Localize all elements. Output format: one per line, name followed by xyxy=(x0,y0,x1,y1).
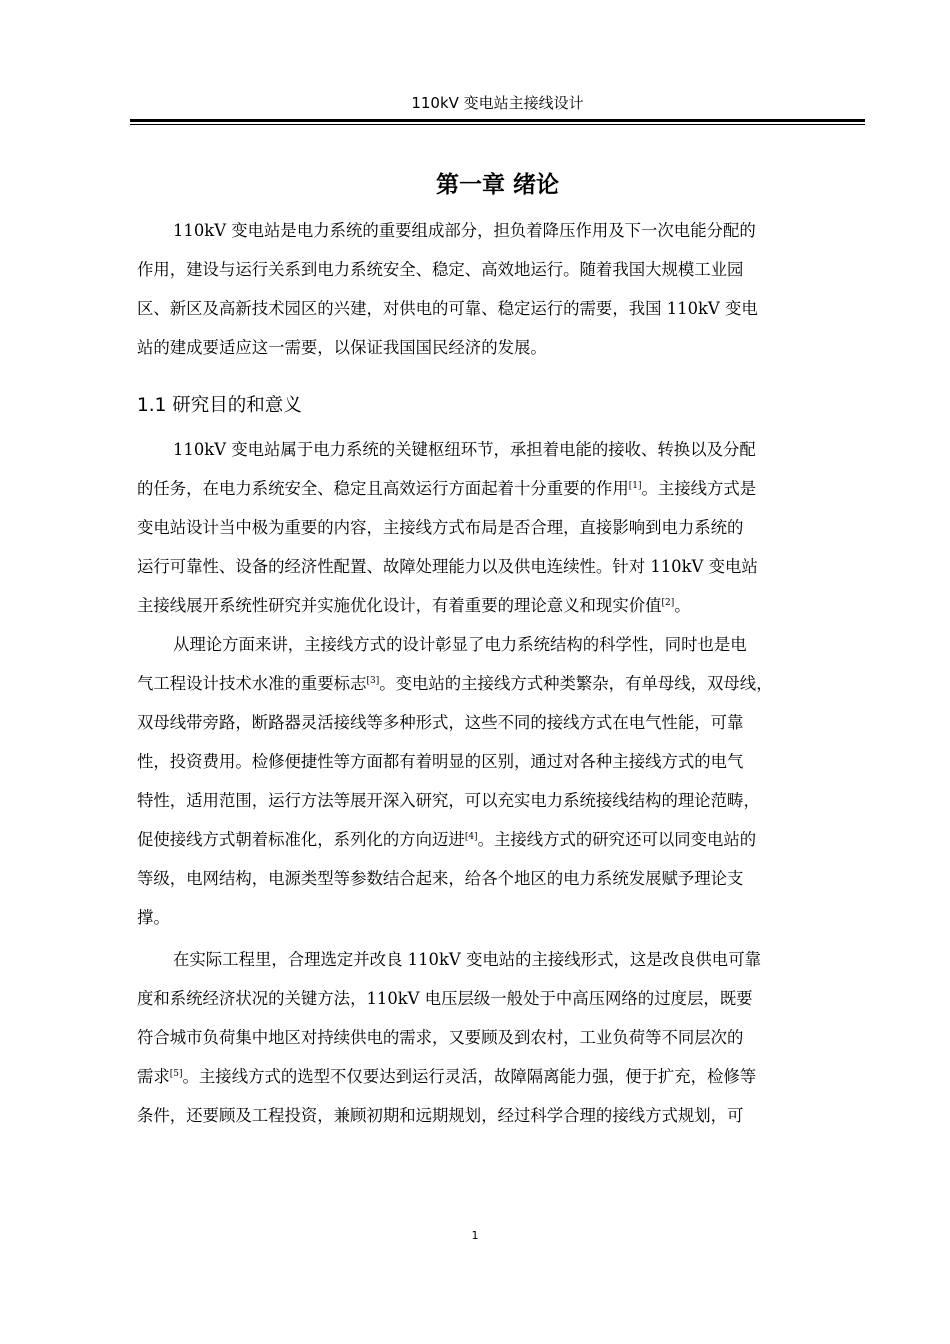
header-title: 110kV 变电站主接线设计 xyxy=(411,94,584,112)
text-segment: 。主接线方式的选型不仅要达到运行灵活，故障隔离能力强，便于扩充，检修等 xyxy=(182,1067,757,1086)
text-line: 运行可靠性、设备的经济性配置、故障处理能力以及供电连续性。针对 110kV 变电站 xyxy=(137,557,758,576)
text-line: 特性，适用范围，运行方法等展开深入研究，可以充实电力系统接线结构的理论范畴， xyxy=(137,791,760,810)
text-line: 性，投资费用。检修便捷性等方面都有着明显的区别，通过对各种主接线方式的电气 xyxy=(137,752,744,771)
text-segment: 主接线展开系统性研究并实施优化设计，有着重要的理论意义和现实价值 xyxy=(137,596,662,615)
citation-ref: [3] xyxy=(366,676,380,686)
header-rule-thin xyxy=(130,124,865,125)
text-line: 双母线带旁路，断路器灵活接线等多种形式，这些不同的接线方式在电气性能，可靠 xyxy=(137,713,744,732)
text-line: 变电站设计当中极为重要的内容，主接线方式布局是否合理，直接影响到电力系统的 xyxy=(137,518,744,537)
text-segment: 的任务，在电力系统安全、稳定且高效运行方面起着十分重要的作用 xyxy=(137,479,629,498)
text-segment: 促使接线方式朝着标准化，系列化的方向迈进 xyxy=(137,830,465,849)
chapter-title: 第一章 绪论 xyxy=(435,172,559,198)
text-line: 作用，建设与运行关系到电力系统安全、稳定、高效地运行。随着我国大规模工业园 xyxy=(137,260,744,279)
text-segment: 气工程设计技术水准的重要标志 xyxy=(137,674,367,693)
text-segment: 。 xyxy=(674,596,691,615)
text-line xyxy=(137,820,756,859)
text-segment: 需求 xyxy=(137,1067,170,1086)
text-segment: 。主接线方式的研究还可以同变电站的 xyxy=(477,830,757,849)
text-line: 站的建成要适应这一需要，以保证我国国民经济的发展。 xyxy=(137,338,547,357)
text-line: 110kV 变电站属于电力系统的关键枢纽环节，承担着电能的接收、转换以及分配 xyxy=(173,440,756,459)
text-line: 从理论方面来讲，主接线方式的设计彰显了电力系统结构的科学性，同时也是电 xyxy=(173,635,747,654)
text-line xyxy=(137,664,773,703)
citation-ref: [5] xyxy=(169,1069,183,1079)
text-line xyxy=(137,1057,756,1096)
header-rule-thick xyxy=(130,119,865,122)
page-number: 1 xyxy=(471,1229,479,1242)
text-line: 区、新区及高新技术园区的兴建，对供电的可靠、稳定运行的需要，我国 110kV 变电 xyxy=(137,299,758,318)
text-segment: 。主接线方式是 xyxy=(641,479,757,498)
text-line xyxy=(137,469,756,508)
text-line: 条件，还要顾及工程投资，兼顾初期和远期规划，经过科学合理的接线方式规划，可 xyxy=(137,1106,744,1125)
text-line: 度和系统经济状况的关键方法，110kV 电压层级一般处于中高压网络的过度层，既要 xyxy=(137,989,753,1008)
text-line: 等级，电网结构，电源类型等参数结合起来，给各个地区的电力系统发展赋予理论支 xyxy=(137,869,744,888)
text-segment: 。变电站的主接线方式种类繁杂，有单母线，双母线， xyxy=(379,674,773,693)
text-line: 撑。 xyxy=(137,908,170,927)
text-line: 在实际工程里，合理选定并改良 110kV 变电站的主接线形式，这是改良供电可靠 xyxy=(173,950,761,969)
citation-ref: [4] xyxy=(464,832,478,842)
citation-ref: [1] xyxy=(628,481,642,491)
text-line xyxy=(137,586,691,625)
citation-ref: [2] xyxy=(661,598,675,608)
text-line: 符合城市负荷集中地区对持续供电的需求，又要顾及到农村，工业负荷等不同层次的 xyxy=(137,1028,744,1047)
text-line: 110kV 变电站是电力系统的重要组成部分，担负着降压作用及下一次电能分配的 xyxy=(173,221,756,240)
section-heading: 1.1 研究目的和意义 xyxy=(137,395,302,416)
